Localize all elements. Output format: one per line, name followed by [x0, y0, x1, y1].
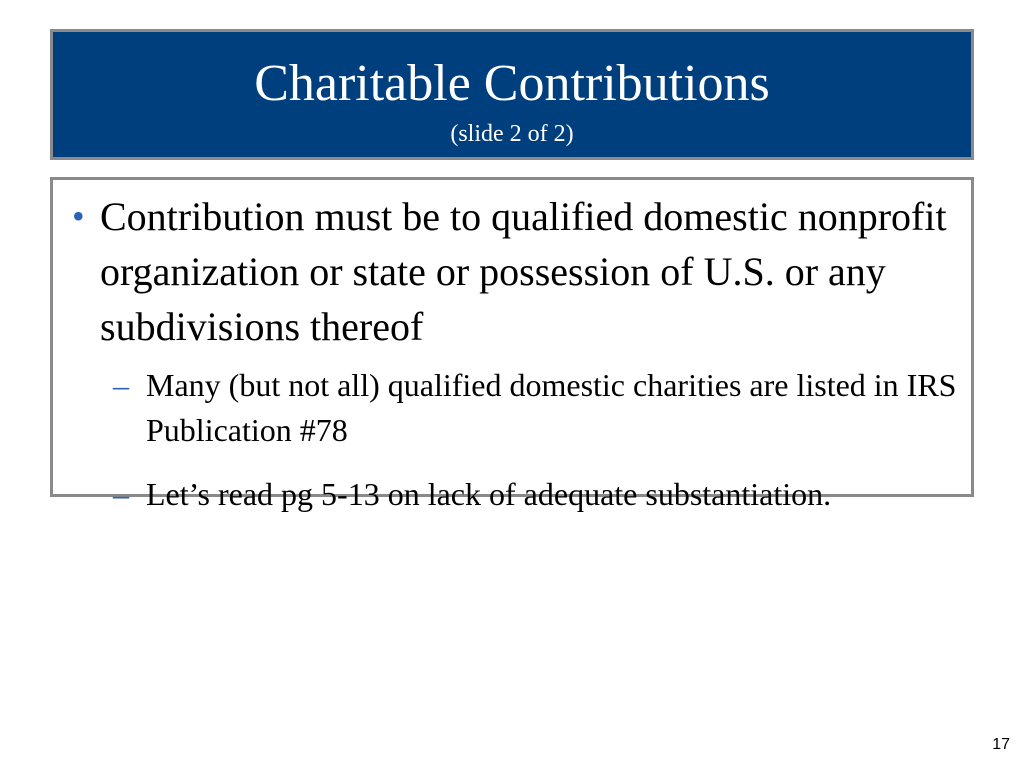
slide-subtitle: (slide 2 of 2) — [450, 121, 574, 147]
sub-bullet-item — [113, 472, 963, 517]
sub-bullet-text: Many (but not all) qualified domestic charities are listed in IRS Publication #78 — [146, 367, 957, 448]
bullet-marker: • — [72, 196, 85, 236]
bullet-item — [62, 189, 972, 354]
bullet-text: Contribution must be to qualified domestic nonprofit organization or state or possession of U.S. or any subdivisions thereof — [100, 194, 947, 349]
sub-bullet-item — [113, 363, 963, 453]
sub-bullet-marker: – — [113, 367, 129, 403]
page-number: 17 — [992, 736, 1010, 753]
slide-title: Charitable Contributions — [254, 55, 770, 112]
sub-bullet-marker: – — [113, 476, 129, 512]
sub-bullet-text: Let’s read pg 5-13 on lack of adequate substantiation. — [146, 476, 832, 512]
